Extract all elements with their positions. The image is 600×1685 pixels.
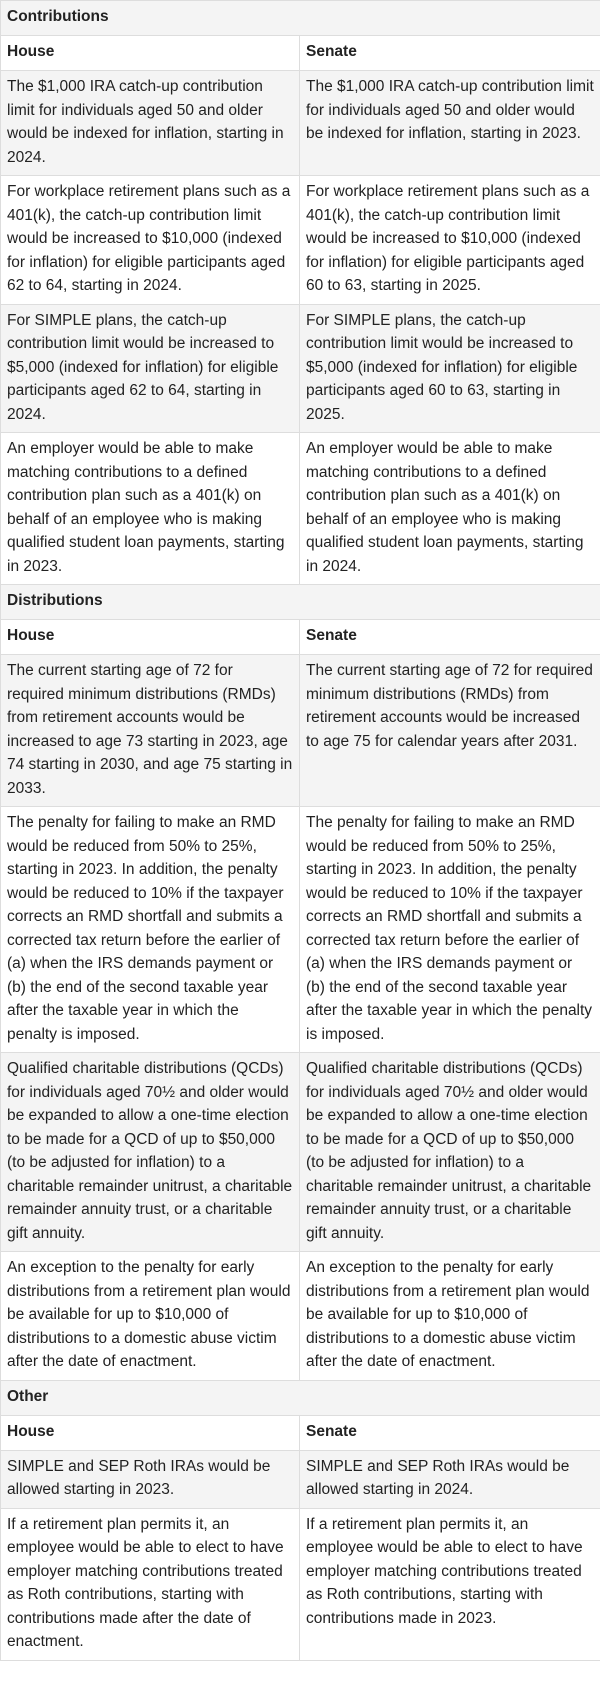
senate-column-header: Senate: [300, 36, 600, 71]
house-cell: An exception to the penalty for early distributions from a retirement plan would be available for up to $10,000 of distributions to a domestic abuse victim after the date of enactment.: [1, 1252, 300, 1381]
house-column-header: House: [1, 1415, 300, 1450]
house-cell: An employer would be able to make matching contributions to a defined contribution plan such as a 401(k) on behalf of an employee who is making qualified student loan payments, starting in 2023.: [1, 433, 300, 585]
column-header-row: [1, 36, 600, 71]
house-cell: If a retirement plan permits it, an employee would be able to elect to have employer matching contributions treated as Roth contributions, starting with contributions made after the date of enactment.: [1, 1508, 300, 1660]
column-header-row: [1, 620, 600, 655]
section-header-row: [1, 1, 600, 36]
table-row: [1, 433, 600, 585]
senate-cell: An employer would be able to make matching contributions to a defined contribution plan such as a 401(k) on behalf of an employee who is making qualified student loan payments, starting in 2024.: [300, 433, 600, 585]
section-title: Contributions: [1, 1, 600, 36]
table-row: [1, 1450, 600, 1508]
table-row: [1, 176, 600, 305]
senate-cell: For workplace retirement plans such as a 401(k), the catch-up contribution limit would be increased to $10,000 (indexed for inflation) for eligible participants aged 60 to 63, starting in 2025.: [300, 176, 600, 305]
table-row: [1, 71, 600, 176]
senate-cell: If a retirement plan permits it, an employee would be able to elect to have employer matching contributions treated as Roth contributions, starting with contributions made in 2023.: [300, 1508, 600, 1660]
house-column-header: House: [1, 36, 300, 71]
senate-cell: The $1,000 IRA catch-up contribution limit for individuals aged 50 and older would be indexed for inflation, starting in 2023.: [300, 71, 600, 176]
table-row: [1, 304, 600, 433]
house-cell: The penalty for failing to make an RMD would be reduced from 50% to 25%, starting in 2023. In addition, the penalty would be reduced to 10% if the taxpayer corrects an RMD shortfall and submits a corrected tax return before the earlier of (a) when the IRS demands payment or (b) the end of the second taxable year after the taxable year in which the penalty is imposed.: [1, 807, 300, 1053]
house-column-header: House: [1, 620, 300, 655]
senate-cell: The current starting age of 72 for required minimum distributions (RMDs) from retirement accounts would be increased to age 75 for calendar years after 2031.: [300, 655, 600, 807]
house-cell: Qualified charitable distributions (QCDs) for individuals aged 70½ and older would be expanded to allow a one-time election to be made for a QCD of up to $50,000 (to be adjusted for inflation) to a charitable remainder unitrust, a charitable remainder annuity trust, or a charitable gift annuity.: [1, 1053, 300, 1252]
table-row: [1, 807, 600, 1053]
column-header-row: [1, 1415, 600, 1450]
house-cell: SIMPLE and SEP Roth IRAs would be allowed starting in 2023.: [1, 1450, 300, 1508]
senate-column-header: Senate: [300, 620, 600, 655]
senate-column-header: Senate: [300, 1415, 600, 1450]
section-header-row: [1, 585, 600, 620]
house-cell: For workplace retirement plans such as a 401(k), the catch-up contribution limit would be increased to $10,000 (indexed for inflation) for eligible participants aged 62 to 64, starting in 2024.: [1, 176, 300, 305]
senate-cell: An exception to the penalty for early distributions from a retirement plan would be available for up to $10,000 of distributions to a domestic abuse victim after the date of enactment.: [300, 1252, 600, 1381]
table-row: [1, 1252, 600, 1381]
table-row: [1, 1053, 600, 1252]
table-row: [1, 655, 600, 807]
house-cell: The $1,000 IRA catch-up contribution limit for individuals aged 50 and older would be indexed for inflation, starting in 2024.: [1, 71, 300, 176]
senate-cell: SIMPLE and SEP Roth IRAs would be allowed starting in 2024.: [300, 1450, 600, 1508]
section-header-row: [1, 1380, 600, 1415]
senate-cell: The penalty for failing to make an RMD would be reduced from 50% to 25%, starting in 2023. In addition, the penalty would be reduced to 10% if the taxpayer corrects an RMD shortfall and submits a corrected tax return before the earlier of (a) when the IRS demands payment or (b) the end of the second taxable year after the taxable year in which the penalty is imposed.: [300, 807, 600, 1053]
senate-cell: For SIMPLE plans, the catch-up contribution limit would be increased to $5,000 (indexed for inflation) for eligible participants aged 60 to 63, starting in 2025.: [300, 304, 600, 433]
section-title: Distributions: [1, 585, 600, 620]
table-row: [1, 1508, 600, 1660]
section-title: Other: [1, 1380, 600, 1415]
house-cell: The current starting age of 72 for required minimum distributions (RMDs) from retirement accounts would be increased to age 73 starting in 2023, age 74 starting in 2030, and age 75 starting in 2033.: [1, 655, 300, 807]
house-cell: For SIMPLE plans, the catch-up contribution limit would be increased to $5,000 (indexed for inflation) for eligible participants aged 62 to 64, starting in 2024.: [1, 304, 300, 433]
senate-cell: Qualified charitable distributions (QCDs) for individuals aged 70½ and older would be expanded to allow a one-time election to be made for a QCD of up to $50,000 (to be adjusted for inflation) to a charitable remainder unitrust, a charitable remainder annuity trust, or a charitable gift annuity.: [300, 1053, 600, 1252]
